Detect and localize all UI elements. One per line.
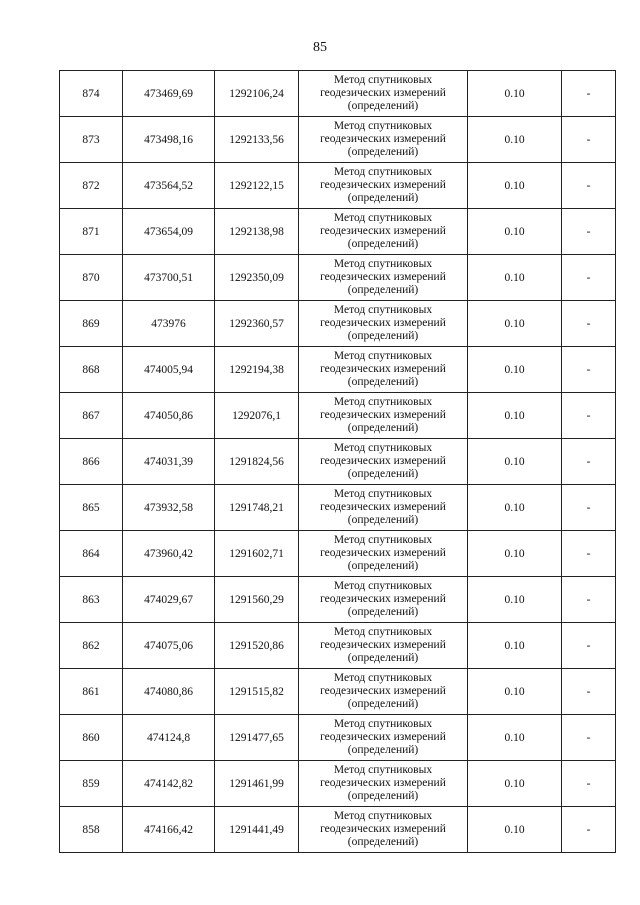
extra-cell: - (562, 301, 616, 347)
method-line-1: Метод спутниковых (333, 534, 433, 546)
x-coordinate-cell: 473700,51 (123, 255, 215, 301)
point-number-cell: 868 (60, 347, 123, 393)
method-line-1: Метод спутниковых (333, 304, 433, 316)
x-coordinate-cell: 473976 (123, 301, 215, 347)
y-coordinate-cell: 1291461,99 (215, 761, 299, 807)
table-row (60, 71, 616, 117)
table-row (60, 117, 616, 163)
y-coordinate-cell: 1292076,1 (215, 393, 299, 439)
accuracy-cell: 0.10 (468, 623, 562, 669)
table-row (60, 669, 616, 715)
accuracy-cell: 0.10 (468, 439, 562, 485)
method-line-2: геодезических измерений (320, 271, 446, 283)
x-coordinate-cell: 473564,52 (123, 163, 215, 209)
method-cell (299, 393, 468, 439)
method-cell (299, 531, 468, 577)
y-coordinate-cell: 1291560,29 (215, 577, 299, 623)
method-line-1: Метод спутниковых (333, 350, 433, 362)
method-cell (299, 761, 468, 807)
y-coordinate-cell: 1291824,56 (215, 439, 299, 485)
method-line-3: (определений) (347, 560, 419, 572)
x-coordinate-cell: 474075,06 (123, 623, 215, 669)
method-line-1: Метод спутниковых (333, 718, 433, 730)
method-line-1: Метод спутниковых (333, 166, 433, 178)
method-line-2: геодезических измерений (320, 225, 446, 237)
method-cell (299, 255, 468, 301)
method-line-1: Метод спутниковых (333, 442, 433, 454)
x-coordinate-cell: 473932,58 (123, 485, 215, 531)
method-cell (299, 209, 468, 255)
y-coordinate-cell: 1291520,86 (215, 623, 299, 669)
accuracy-cell: 0.10 (468, 485, 562, 531)
x-coordinate-cell: 473960,42 (123, 531, 215, 577)
method-line-1: Метод спутниковых (333, 764, 433, 776)
y-coordinate-cell: 1292106,24 (215, 71, 299, 117)
method-line-3: (определений) (347, 606, 419, 618)
method-line-3: (определений) (347, 146, 419, 158)
point-number-cell: 866 (60, 439, 123, 485)
extra-cell: - (562, 715, 616, 761)
point-number-cell: 872 (60, 163, 123, 209)
method-line-2: геодезических измерений (320, 685, 446, 697)
method-line-1: Метод спутниковых (333, 810, 433, 822)
y-coordinate-cell: 1292133,56 (215, 117, 299, 163)
table-row (60, 485, 616, 531)
table-row (60, 209, 616, 255)
table-row (60, 531, 616, 577)
page-number: 85 (313, 40, 327, 55)
point-number-cell: 864 (60, 531, 123, 577)
method-line-3: (определений) (347, 330, 419, 342)
point-number-cell: 862 (60, 623, 123, 669)
point-number-cell: 867 (60, 393, 123, 439)
table-row (60, 623, 616, 669)
method-line-3: (определений) (347, 376, 419, 388)
x-coordinate-cell: 473654,09 (123, 209, 215, 255)
y-coordinate-cell: 1292138,98 (215, 209, 299, 255)
extra-cell: - (562, 577, 616, 623)
y-coordinate-cell: 1292360,57 (215, 301, 299, 347)
table-row (60, 255, 616, 301)
method-line-1: Метод спутниковых (333, 258, 433, 270)
extra-cell: - (562, 623, 616, 669)
extra-cell: - (562, 163, 616, 209)
method-line-2: геодезических измерений (320, 455, 446, 467)
y-coordinate-cell: 1291441,49 (215, 807, 299, 853)
point-number-cell: 860 (60, 715, 123, 761)
accuracy-cell: 0.10 (468, 163, 562, 209)
point-number-cell: 874 (60, 71, 123, 117)
y-coordinate-cell: 1291477,65 (215, 715, 299, 761)
table-row (60, 163, 616, 209)
point-number-cell: 863 (60, 577, 123, 623)
method-line-2: геодезических измерений (320, 777, 446, 789)
x-coordinate-cell: 473469,69 (123, 71, 215, 117)
extra-cell: - (562, 669, 616, 715)
x-coordinate-cell: 473498,16 (123, 117, 215, 163)
coordinates-table (59, 70, 616, 853)
table-row (60, 577, 616, 623)
accuracy-cell: 0.10 (468, 117, 562, 163)
extra-cell: - (562, 485, 616, 531)
method-line-1: Метод спутниковых (333, 580, 433, 592)
method-line-2: геодезических измерений (320, 87, 446, 99)
extra-cell: - (562, 807, 616, 853)
method-line-2: геодезических измерений (320, 179, 446, 191)
accuracy-cell: 0.10 (468, 577, 562, 623)
table-body (60, 71, 616, 853)
y-coordinate-cell: 1291748,21 (215, 485, 299, 531)
accuracy-cell: 0.10 (468, 301, 562, 347)
method-line-2: геодезических измерений (320, 823, 446, 835)
accuracy-cell: 0.10 (468, 209, 562, 255)
method-line-1: Метод спутниковых (333, 74, 433, 86)
extra-cell: - (562, 255, 616, 301)
point-number-cell: 859 (60, 761, 123, 807)
x-coordinate-cell: 474031,39 (123, 439, 215, 485)
method-cell (299, 577, 468, 623)
method-cell (299, 347, 468, 393)
table-row (60, 393, 616, 439)
method-line-1: Метод спутниковых (333, 488, 433, 500)
point-number-cell: 870 (60, 255, 123, 301)
point-number-cell: 871 (60, 209, 123, 255)
method-line-3: (определений) (347, 422, 419, 434)
method-line-3: (определений) (347, 238, 419, 250)
method-line-3: (определений) (347, 514, 419, 526)
table-row (60, 347, 616, 393)
x-coordinate-cell: 474080,86 (123, 669, 215, 715)
method-line-3: (определений) (347, 744, 419, 756)
accuracy-cell: 0.10 (468, 715, 562, 761)
accuracy-cell: 0.10 (468, 347, 562, 393)
method-line-1: Метод спутниковых (333, 626, 433, 638)
y-coordinate-cell: 1292122,15 (215, 163, 299, 209)
x-coordinate-cell: 474142,82 (123, 761, 215, 807)
method-cell (299, 485, 468, 531)
table-row (60, 301, 616, 347)
y-coordinate-cell: 1291515,82 (215, 669, 299, 715)
method-line-1: Метод спутниковых (333, 396, 433, 408)
y-coordinate-cell: 1292194,38 (215, 347, 299, 393)
table-row (60, 439, 616, 485)
method-cell (299, 669, 468, 715)
accuracy-cell: 0.10 (468, 807, 562, 853)
accuracy-cell: 0.10 (468, 71, 562, 117)
method-cell (299, 163, 468, 209)
method-cell (299, 715, 468, 761)
accuracy-cell: 0.10 (468, 393, 562, 439)
method-line-1: Метод спутниковых (333, 212, 433, 224)
method-line-2: геодезических измерений (320, 363, 446, 375)
method-line-3: (определений) (347, 836, 419, 848)
accuracy-cell: 0.10 (468, 669, 562, 715)
method-line-2: геодезических измерений (320, 317, 446, 329)
extra-cell: - (562, 117, 616, 163)
extra-cell: - (562, 71, 616, 117)
method-line-3: (определений) (347, 284, 419, 296)
method-line-3: (определений) (347, 100, 419, 112)
y-coordinate-cell: 1292350,09 (215, 255, 299, 301)
extra-cell: - (562, 347, 616, 393)
x-coordinate-cell: 474005,94 (123, 347, 215, 393)
x-coordinate-cell: 474166,42 (123, 807, 215, 853)
extra-cell: - (562, 761, 616, 807)
extra-cell: - (562, 209, 616, 255)
method-line-3: (определений) (347, 652, 419, 664)
method-cell (299, 807, 468, 853)
x-coordinate-cell: 474029,67 (123, 577, 215, 623)
method-line-1: Метод спутниковых (333, 120, 433, 132)
accuracy-cell: 0.10 (468, 255, 562, 301)
point-number-cell: 861 (60, 669, 123, 715)
x-coordinate-cell: 474124,8 (123, 715, 215, 761)
method-line-2: геодезических измерений (320, 501, 446, 513)
method-line-1: Метод спутниковых (333, 672, 433, 684)
extra-cell: - (562, 531, 616, 577)
method-cell (299, 439, 468, 485)
method-line-3: (определений) (347, 790, 419, 802)
method-line-3: (определений) (347, 698, 419, 710)
method-line-2: геодезических измерений (320, 593, 446, 605)
method-line-2: геодезических измерений (320, 639, 446, 651)
point-number-cell: 873 (60, 117, 123, 163)
method-cell (299, 623, 468, 669)
method-cell (299, 71, 468, 117)
point-number-cell: 869 (60, 301, 123, 347)
method-line-2: геодезических измерений (320, 547, 446, 559)
method-line-2: геодезических измерений (320, 731, 446, 743)
accuracy-cell: 0.10 (468, 531, 562, 577)
method-line-3: (определений) (347, 192, 419, 204)
y-coordinate-cell: 1291602,71 (215, 531, 299, 577)
extra-cell: - (562, 439, 616, 485)
accuracy-cell: 0.10 (468, 761, 562, 807)
point-number-cell: 865 (60, 485, 123, 531)
method-line-2: геодезических измерений (320, 133, 446, 145)
method-line-3: (определений) (347, 468, 419, 480)
point-number-cell: 858 (60, 807, 123, 853)
x-coordinate-cell: 474050,86 (123, 393, 215, 439)
method-cell (299, 117, 468, 163)
method-line-2: геодезических измерений (320, 409, 446, 421)
table-row (60, 761, 616, 807)
method-cell (299, 301, 468, 347)
table-row (60, 807, 616, 853)
extra-cell: - (562, 393, 616, 439)
table-row (60, 715, 616, 761)
